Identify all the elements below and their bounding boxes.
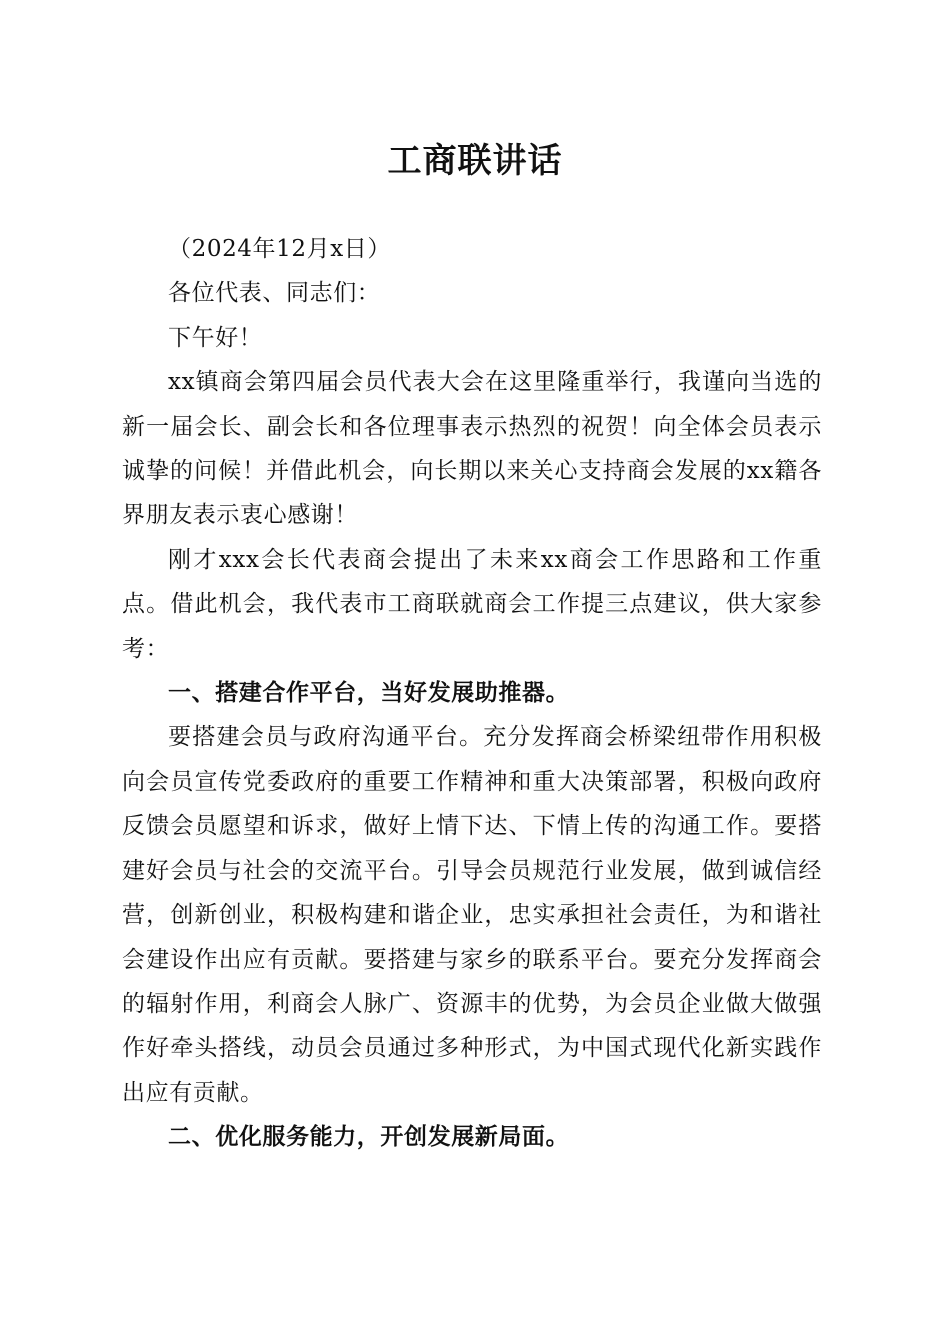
section-heading-2: 二、优化服务能力，开创发展新局面。	[168, 1124, 570, 1151]
paragraph-section-1: 要搭建会员与政府沟通平台。充分发挥商会桥梁纽带作用积极向会员宣传党委政府的重要工作精神和重大决策部署，积极向政府反馈会员愿望和诉求，做好上情下达、下情上传的沟通工作。要搭建好会员与社会的交流平台。引导会员规范行业发展，做到诚信经营，创新创业，积极构建和谐企业，忠实承担社会责任，为和谐社会建设作出应有贡献。要搭建与家乡的联系平台。要充分发挥商会的辐射作用，利商会人脉广、资源丰的优势，为会员企业做大做强作好牵头搭线，动员会员通过多种形式，为中国式现代化新实践作出应有贡献。	[122, 724, 822, 1106]
section-heading-1: 一、搭建合作平台，当好发展助推器。	[168, 680, 570, 707]
paragraph-opening: xx镇商会第四届会员代表大会在这里隆重举行，我谨向当选的新一届会长、副会长和各位理事表示热烈的祝贺！向全体会员表示诚挚的问候！并借此机会，向长期以来关心支持商会发展的xx籍各界朋友表示衷心感谢！	[122, 369, 822, 529]
paragraph-intro: 刚才xxx会长代表商会提出了未来xx商会工作思路和工作重点。借此机会，我代表市工商联就商会工作提三点建议，供大家参考：	[122, 546, 822, 662]
greeting: 下午好！	[168, 324, 263, 351]
salutation: 各位代表、同志们：	[168, 280, 381, 307]
date-line: （2024年12月x日）	[168, 236, 391, 262]
document-title: 工商联讲话	[387, 141, 563, 181]
document-body	[122, 227, 822, 1160]
